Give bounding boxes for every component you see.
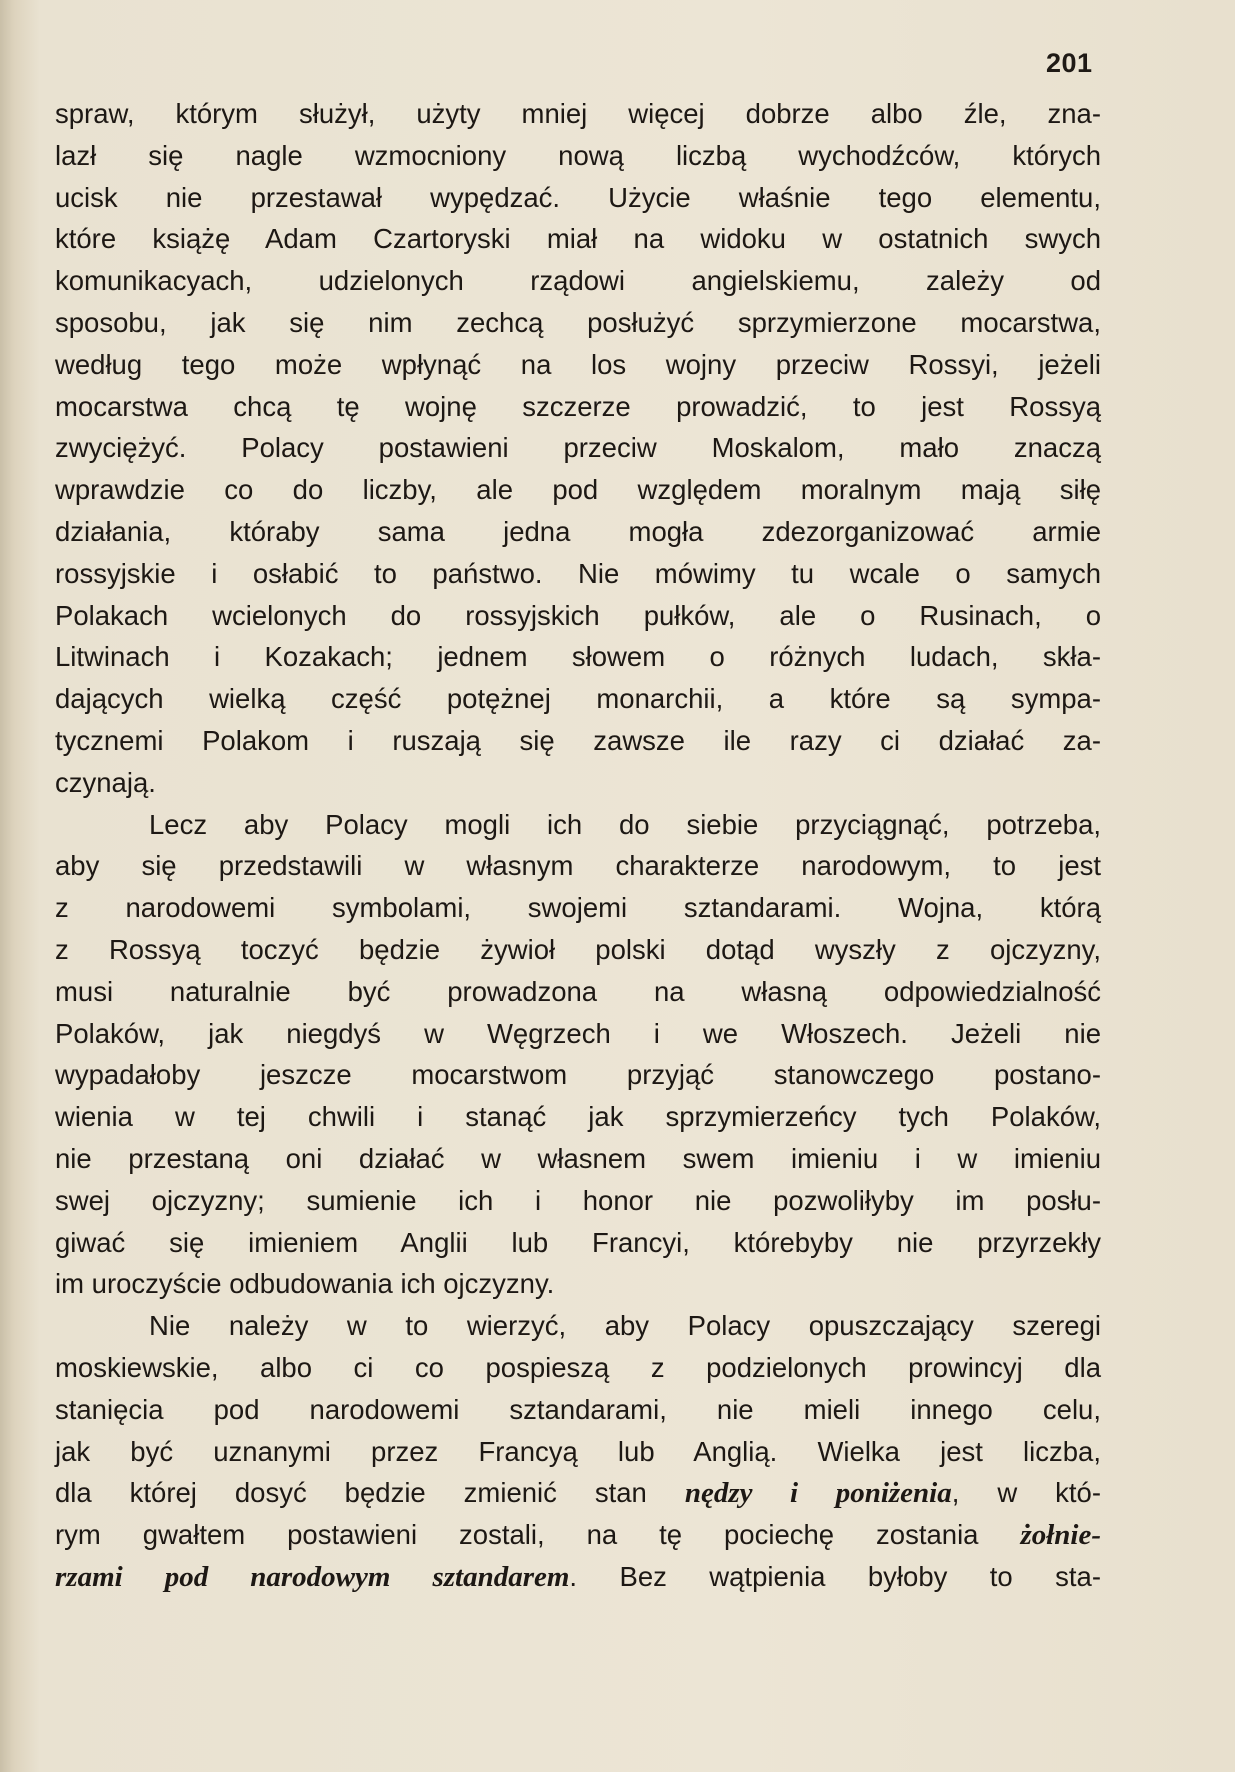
- line-text: Polakach wcielonych do rossyjskich pułków, ale o Rusinach, o: [55, 599, 1101, 631]
- line-text: dających wielką część potężnej monarchii, a które są sympa-: [55, 683, 1101, 715]
- emphasized-text: nędzy i poniżenia: [684, 1477, 952, 1510]
- line-text: czynają.: [55, 766, 156, 798]
- text-line: [55, 929, 1101, 971]
- text-line: [55, 845, 1101, 887]
- text-line: [55, 553, 1101, 595]
- text-line: [55, 1180, 1101, 1222]
- text-line: [55, 1222, 1101, 1264]
- line-text: wprawdzie co do liczby, ale pod względem moralnym mają siłę: [55, 474, 1101, 506]
- line-text: z narodowemi symbolami, swojemi sztandarami. Wojna, którą: [55, 892, 1101, 924]
- line-text: giwać się imieniem Anglii lub Francyi, którebyby nie przyrzekły: [55, 1226, 1101, 1258]
- line-text: nie przestaną oni działać w własnem swem imieniu i w imieniu: [55, 1142, 1101, 1174]
- line-text: jak być uznanymi przez Francyą lub Anglią. Wielka jest liczba,: [55, 1435, 1101, 1467]
- line-text: które książę Adam Czartoryski miał na widoku w ostatnich swych: [55, 223, 1101, 255]
- line-text: zwyciężyć. Polacy postawieni przeciw Moskalom, mało znaczą: [55, 432, 1101, 464]
- line-text: Lecz aby Polacy mogli ich do siebie przyciągnąć, potrzeba,: [149, 808, 1101, 840]
- line-text: stanięcia pod narodowemi sztandarami, nie mieli innego celu,: [55, 1393, 1101, 1425]
- line-text: swej ojczyzny; sumienie ich i honor nie pozwoliłyby im posłu-: [55, 1184, 1101, 1216]
- line-text: lazł się nagle wzmocniony nową liczbą wychodźców, których: [55, 139, 1101, 171]
- text-line: [55, 427, 1101, 469]
- emphasized-text: rzami pod narodowym sztandarem: [55, 1560, 570, 1593]
- line-text: , w któ-: [951, 1477, 1102, 1509]
- text-line: [55, 1431, 1101, 1473]
- line-text: mocarstwa chcą tę wojnę szczerze prowadzić, to jest Rossyą: [55, 390, 1101, 422]
- line-text: Polaków, jak niegdyś w Węgrzech i we Włoszech. Jeżeli nie: [55, 1017, 1101, 1049]
- line-text: sposobu, jak się nim zechcą posłużyć sprzymierzone mocarstwa,: [55, 306, 1101, 338]
- line-text: dla której dosyć będzie zmienić stan: [55, 1477, 685, 1509]
- line-text: . Bez wątpienia byłoby to sta-: [569, 1560, 1101, 1592]
- line-text: rym gwałtem postawieni zostali, na tę pociechę zostania: [55, 1519, 1021, 1551]
- text-line: [55, 762, 1101, 804]
- text-line: [55, 636, 1101, 678]
- text-line: [55, 1138, 1101, 1180]
- emphasized-text: żołnie-: [1020, 1519, 1101, 1552]
- line-text: tycznemi Polakom i ruszają się zawsze ile razy ci działać za-: [55, 724, 1101, 756]
- text-line: [55, 1472, 1101, 1514]
- line-text: spraw, którym służył, użyty mniej więcej dobrze albo źle, zna-: [55, 98, 1101, 129]
- page-number: 201: [1046, 48, 1093, 78]
- text-line: [55, 720, 1101, 762]
- text-line: [55, 135, 1101, 177]
- line-text: rossyjskie i osłabić to państwo. Nie mówimy tu wcale o samych: [55, 557, 1101, 589]
- text-line: [55, 804, 1101, 846]
- text-line: [55, 971, 1101, 1013]
- line-text: aby się przedstawili w własnym charakterze narodowym, to jest: [55, 850, 1101, 882]
- text-line: [55, 887, 1101, 929]
- line-text: wypadałoby jeszcze mocarstwom przyjąć stanowczego postano-: [55, 1059, 1101, 1091]
- text-line: [55, 177, 1101, 219]
- text-line: [55, 595, 1101, 637]
- line-text: musi naturalnie być prowadzona na własną odpowiedzialność: [55, 975, 1101, 1007]
- text-line: [55, 1305, 1101, 1347]
- text-line: [55, 678, 1101, 720]
- text-line: [55, 469, 1101, 511]
- text-line: [55, 344, 1101, 386]
- text-line: [55, 218, 1101, 260]
- text-line: [55, 93, 1101, 135]
- text-line: [55, 1347, 1101, 1389]
- text-line: [55, 386, 1101, 428]
- text-line: [55, 1556, 1101, 1598]
- text-line: [55, 1013, 1101, 1055]
- text-line: [55, 1514, 1101, 1556]
- body-text: [55, 93, 1101, 1598]
- line-text: moskiewskie, albo ci co pospieszą z podzielonych prowincyj dla: [55, 1351, 1101, 1383]
- line-text: z Rossyą toczyć będzie żywioł polski dotąd wyszły z ojczyzny,: [55, 933, 1101, 965]
- text-line: [55, 1096, 1101, 1138]
- line-text: działania, któraby sama jedna mogła zdezorganizować armie: [55, 515, 1101, 547]
- line-text: komunikacyach, udzielonych rządowi angielskiemu, zależy od: [55, 265, 1101, 297]
- line-text: ucisk nie przestawał wypędzać. Użycie właśnie tego elementu,: [55, 181, 1101, 213]
- text-line: [55, 511, 1101, 553]
- text-line: [55, 1389, 1101, 1431]
- line-text: Litwinach i Kozakach; jednem słowem o różnych ludach, skła-: [55, 641, 1101, 673]
- line-text: Nie należy w to wierzyć, aby Polacy opuszczający szeregi: [149, 1310, 1101, 1342]
- text-line: [55, 1263, 1101, 1305]
- text-line: [55, 1054, 1101, 1096]
- line-text: według tego może wpłynąć na los wojny przeciw Rossyi, jeżeli: [55, 348, 1101, 380]
- text-line: [55, 302, 1101, 344]
- text-line: [55, 260, 1101, 302]
- line-text: wienia w tej chwili i stanąć jak sprzymierzeńcy tych Polaków,: [55, 1101, 1101, 1133]
- line-text: im uroczyście odbudowania ich ojczyzny.: [55, 1268, 555, 1300]
